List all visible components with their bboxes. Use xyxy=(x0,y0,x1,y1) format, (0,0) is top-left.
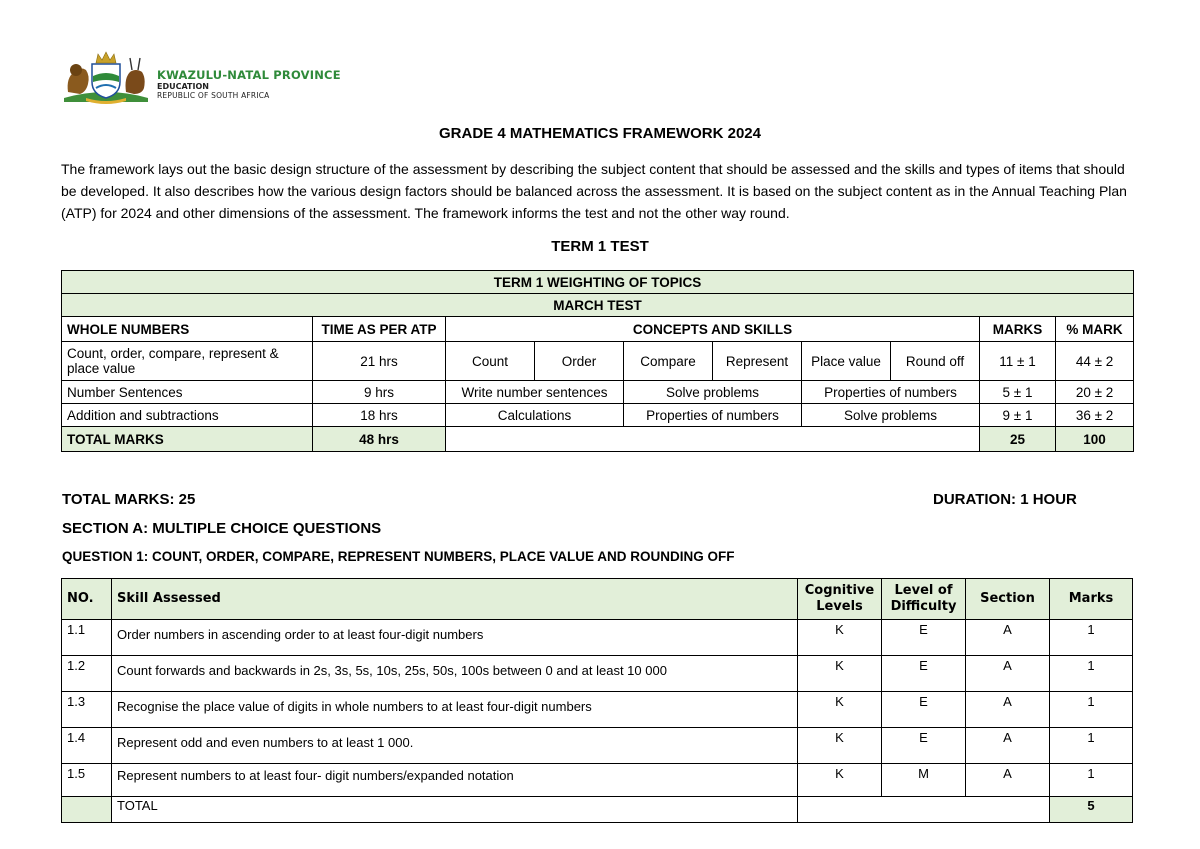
total-marks: 25 xyxy=(980,427,1056,452)
header-topic: WHOLE NUMBERS xyxy=(62,317,313,342)
org-name: KWAZULU-NATAL PROVINCE xyxy=(157,68,341,82)
question-cognitive: K xyxy=(798,692,882,728)
header-cognitive: Cognitive Levels xyxy=(798,579,882,620)
section-heading: SECTION A: MULTIPLE CHOICE QUESTIONS xyxy=(62,520,382,537)
row-time: 9 hrs xyxy=(313,381,446,404)
question-marks: 1 xyxy=(1050,620,1133,656)
question-difficulty: M xyxy=(882,764,966,797)
skill-cell: Solve problems xyxy=(624,381,802,404)
table-row xyxy=(62,342,1134,381)
skill-cell: Calculations xyxy=(446,404,624,427)
question-marks: 1 xyxy=(1050,692,1133,728)
skill-cell: Order xyxy=(535,342,624,381)
weighting-title: TERM 1 WEIGHTING OF TOPICS xyxy=(62,271,1134,294)
question-difficulty: E xyxy=(882,692,966,728)
table-row xyxy=(62,381,1134,404)
row-pct: 44 ± 2 xyxy=(1056,342,1134,381)
header-skill: Skill Assessed xyxy=(112,579,798,620)
question-marks: 1 xyxy=(1050,656,1133,692)
skill-cell: Count xyxy=(446,342,535,381)
total-time: 48 hrs xyxy=(313,427,446,452)
question-cognitive: K xyxy=(798,764,882,797)
total-blank xyxy=(62,797,112,823)
question-heading: QUESTION 1: COUNT, ORDER, COMPARE, REPRESENT NUMBERS, PLACE VALUE AND ROUNDING OFF xyxy=(62,549,735,564)
table-row xyxy=(62,620,1133,656)
question-no: 1.1 xyxy=(62,620,112,656)
header-marks: MARKS xyxy=(980,317,1056,342)
question-skill: Represent odd and even numbers to at least 1 000. xyxy=(112,728,798,764)
header-marks: Marks xyxy=(1050,579,1133,620)
table-row xyxy=(62,404,1134,427)
question-difficulty: E xyxy=(882,620,966,656)
total-row xyxy=(62,427,1134,452)
table-row xyxy=(62,728,1133,764)
skill-cell: Solve problems xyxy=(802,404,980,427)
question-section: A xyxy=(966,656,1050,692)
skill-cell: Round off xyxy=(891,342,980,381)
table-row xyxy=(62,692,1133,728)
row-pct: 20 ± 2 xyxy=(1056,381,1134,404)
total-label: TOTAL xyxy=(112,797,798,823)
skill-cell: Properties of numbers xyxy=(624,404,802,427)
header-concepts: CONCEPTS AND SKILLS xyxy=(446,317,980,342)
question-skill: Recognise the place value of digits in whole numbers to at least four-digit numbers xyxy=(112,692,798,728)
question-skill: Count forwards and backwards in 2s, 3s, 5s, 10s, 25s, 50s, 100s between 0 and at least 10 000 xyxy=(112,656,798,692)
question-skill: Represent numbers to at least four- digit numbers/expanded notation xyxy=(112,764,798,797)
question-marks: 1 xyxy=(1050,728,1133,764)
row-topic: Count, order, compare, represent & place value xyxy=(62,342,313,381)
table-row xyxy=(62,656,1133,692)
question-section: A xyxy=(966,692,1050,728)
duration-heading: DURATION: 1 HOUR xyxy=(933,491,1077,508)
row-time: 18 hrs xyxy=(313,404,446,427)
intro-paragraph: The framework lays out the basic design structure of the assessment by describing the subject content that should be assessed and the skills and types of items that should be developed. It also describes how the various design factors should be balanced across the assessment. It is based on the subject content as in the Annual Teaching Plan (ATP) for 2024 and other dimensions of the assessment. The framework informs the test and not the other way round. xyxy=(61,161,1127,221)
weighting-subtitle: MARCH TEST xyxy=(62,294,1134,317)
question-difficulty: E xyxy=(882,656,966,692)
total-blank xyxy=(446,427,980,452)
question-no: 1.3 xyxy=(62,692,112,728)
skill-cell: Compare xyxy=(624,342,713,381)
document-title: GRADE 4 MATHEMATICS FRAMEWORK 2024 xyxy=(439,125,761,142)
kzn-coat-of-arms-logo xyxy=(60,48,152,104)
row-time: 21 hrs xyxy=(313,342,446,381)
header-time: TIME AS PER ATP xyxy=(313,317,446,342)
skill-cell: Properties of numbers xyxy=(802,381,980,404)
skill-cell: Represent xyxy=(713,342,802,381)
question-marks: 1 xyxy=(1050,764,1133,797)
term-title: TERM 1 TEST xyxy=(551,238,649,255)
header-no: NO. xyxy=(62,579,112,620)
question-no: 1.4 xyxy=(62,728,112,764)
total-row xyxy=(62,797,1133,823)
header-section: Section xyxy=(966,579,1050,620)
skill-cell: Write number sentences xyxy=(446,381,624,404)
row-pct: 36 ± 2 xyxy=(1056,404,1134,427)
row-marks: 9 ± 1 xyxy=(980,404,1056,427)
org-country: REPUBLIC OF SOUTH AFRICA xyxy=(157,91,270,100)
total-marks-heading: TOTAL MARKS: 25 xyxy=(62,491,196,508)
question-no: 1.5 xyxy=(62,764,112,797)
question-cognitive: K xyxy=(798,620,882,656)
total-label: TOTAL MARKS xyxy=(62,427,313,452)
question-section: A xyxy=(966,728,1050,764)
total-blank xyxy=(798,797,1050,823)
row-topic: Number Sentences xyxy=(62,381,313,404)
question-cognitive: K xyxy=(798,728,882,764)
org-department: EDUCATION xyxy=(157,82,209,91)
weighting-table xyxy=(61,270,1134,452)
question-difficulty: E xyxy=(882,728,966,764)
table-row xyxy=(62,764,1133,797)
question-cognitive: K xyxy=(798,656,882,692)
question-section: A xyxy=(966,620,1050,656)
header-difficulty: Level of Difficulty xyxy=(882,579,966,620)
row-topic: Addition and subtractions xyxy=(62,404,313,427)
row-marks: 5 ± 1 xyxy=(980,381,1056,404)
question-skill: Order numbers in ascending order to at least four-digit numbers xyxy=(112,620,798,656)
question-section: A xyxy=(966,764,1050,797)
questions-table xyxy=(61,578,1133,823)
skill-cell: Place value xyxy=(802,342,891,381)
total-marks-value: 5 xyxy=(1050,797,1133,823)
total-pct: 100 xyxy=(1056,427,1134,452)
row-marks: 11 ± 1 xyxy=(980,342,1056,381)
header-pct: % MARK xyxy=(1056,317,1134,342)
question-no: 1.2 xyxy=(62,656,112,692)
